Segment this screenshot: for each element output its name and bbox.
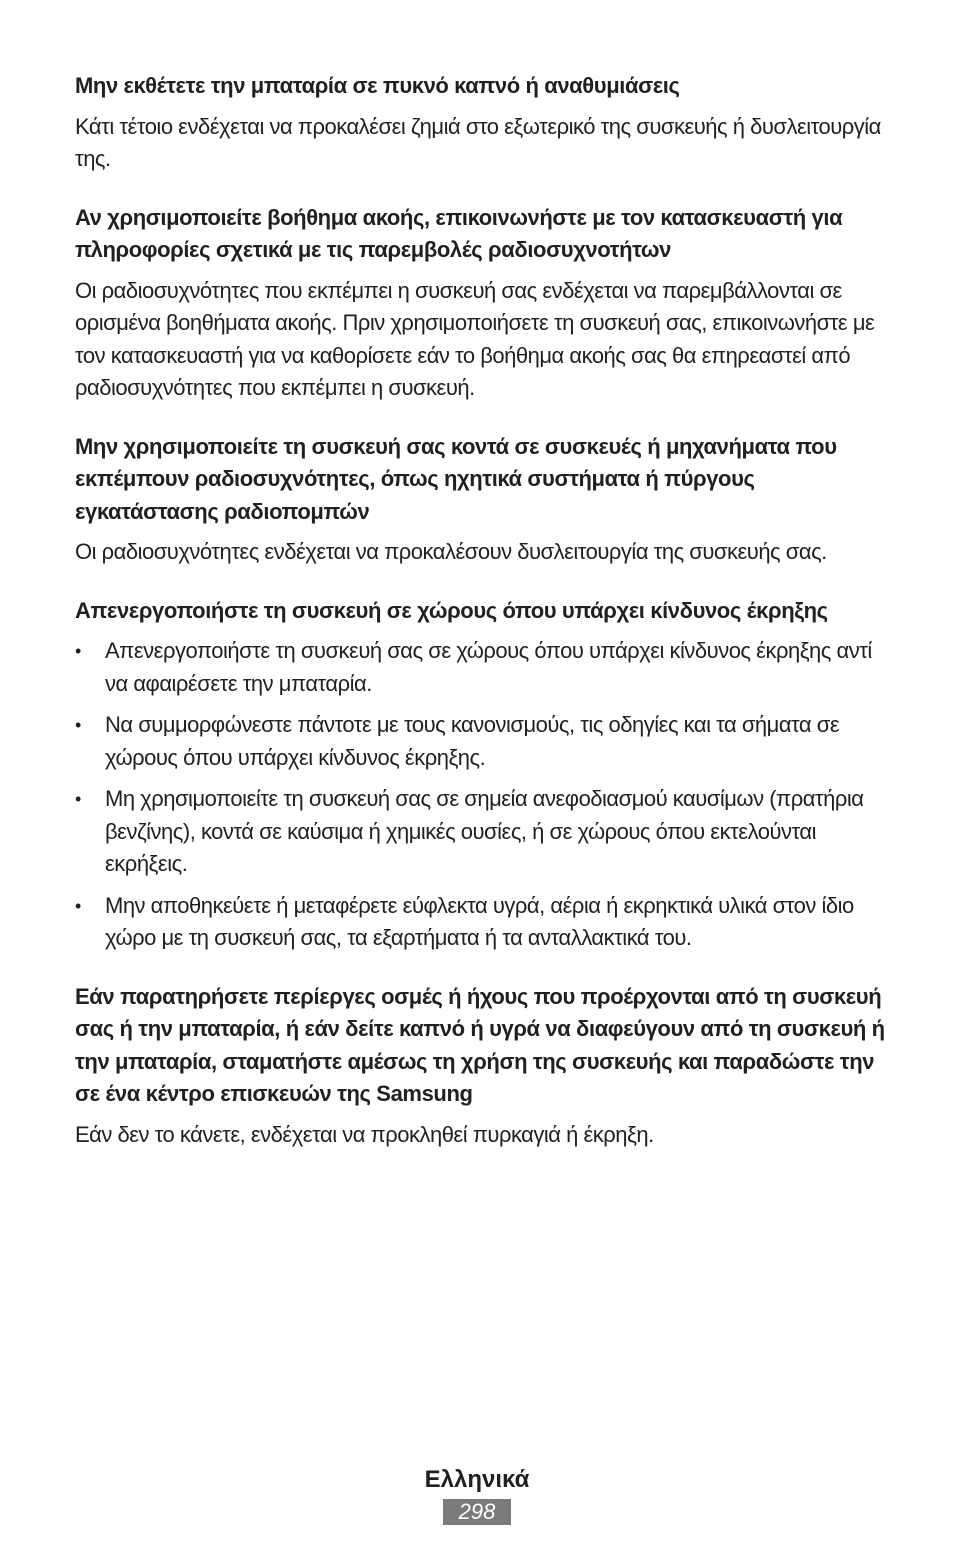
bullet-icon: • [75,715,81,735]
list-item-text: Μη χρησιμοποιείτε τη συσκευή σας σε σημεία ανεφοδιασμού καυσίμων (πρατήρια βενζίνης), κοντά σε καύσιμα ή χημικές ουσίες, ή σε χώρους όπου εκτελούνται εκρήξεις. [105,786,864,876]
section-hearing-aid [75,202,885,405]
list-item-text: Απενεργοποιήστε τη συσκευή σας σε χώρους όπου υπάρχει κίνδυνος έκρηξης αντί να αφαιρέσετε την μπαταρία. [105,638,872,696]
section-smoke [75,70,885,176]
footer-language: Ελληνικά [424,1466,530,1493]
section-heading: Εάν παρατηρήσετε περίεργες οσμές ή ήχους που προέρχονται από τη συσκευή σας ή την μπαταρία, ή εάν δείτε καπνό ή υγρά να διαφεύγουν από τη συσκευή ή την μπαταρία, σταματήστε αμέσως τη χρήση της συσκευής και παραδώστε την σε ένα κέντρο επισκευών της Samsung [75,983,885,1106]
list-item [75,783,885,881]
list-item [75,635,885,700]
page-content [75,70,885,1177]
list-item [75,709,885,774]
bullet-list [75,635,885,955]
section-heading: Μην χρησιμοποιείτε τη συσκευή σας κοντά σε συσκευές ή μηχανήματα που εκπέμπουν ραδιοσυχνότητες, όπως ηχητικά συστήματα ή πύργους εγκατάστασης ραδιοπομπών [75,433,837,524]
bullet-icon: • [75,641,81,661]
section-heading: Απενεργοποιήστε τη συσκευή σε χώρους όπου υπάρχει κίνδυνος έκρηξης [75,597,828,623]
section-body: Κάτι τέτοιο ενδέχεται να προκαλέσει ζημιά στο εξωτερικό της συσκευής ή δυσλειτουργία της. [75,113,881,171]
bullet-icon: • [75,895,81,916]
section-body: Οι ραδιοσυχνότητες ενδέχεται να προκαλέσουν δυσλειτουργία της συσκευής σας. [75,539,827,564]
section-heading: Μην εκθέτετε την μπαταρία σε πυκνό καπνό ή αναθυμιάσεις [75,73,680,98]
bullet-icon: • [75,789,81,809]
section-body: Εάν δεν το κάνετε, ενδέχεται να προκληθεί πυρκαγιά ή έκρηξη. [75,1121,654,1147]
list-item-text: Μην αποθηκεύετε ή μεταφέρετε εύφλεκτα υγρά, αέρια ή εκρηκτικά υλικά στον ίδιο χώρο με τη συσκευή σας, τα εξαρτήματα ή τα ανταλλακτικά του. [105,892,854,950]
page-footer [0,1463,954,1525]
section-explosion [75,595,885,955]
page-number-badge: 298 [443,1499,511,1525]
section-body: Οι ραδιοσυχνότητες που εκπέμπει η συσκευή σας ενδέχεται να παρεμβάλλονται σε ορισμένα βοηθήματα ακοής. Πριν χρησιμοποιήσετε τη συσκευή σας, επικοινωνήστε με τον κατασκευαστή για να καθορίσετε εάν το βοήθημα ακοής σας θα επηρεαστεί από ραδιοσυχνότητες που εκπέμπει η συσκευή. [75,277,875,400]
list-item-text: Να συμμορφώνεστε πάντοτε με τους κανονισμούς, τις οδηγίες και τα σήματα σε χώρους όπου υπάρχει κίνδυνος έκρηξης. [105,712,840,770]
section-radio-frequency [75,431,885,569]
section-strange-odors [75,981,885,1152]
section-heading: Αν χρησιμοποιείτε βοήθημα ακοής, επικοινωνήστε με τον κατασκευαστή για πληροφορίες σχετικά με τις παρεμβολές ραδιοσυχνοτήτων [75,204,843,262]
list-item [75,890,885,955]
